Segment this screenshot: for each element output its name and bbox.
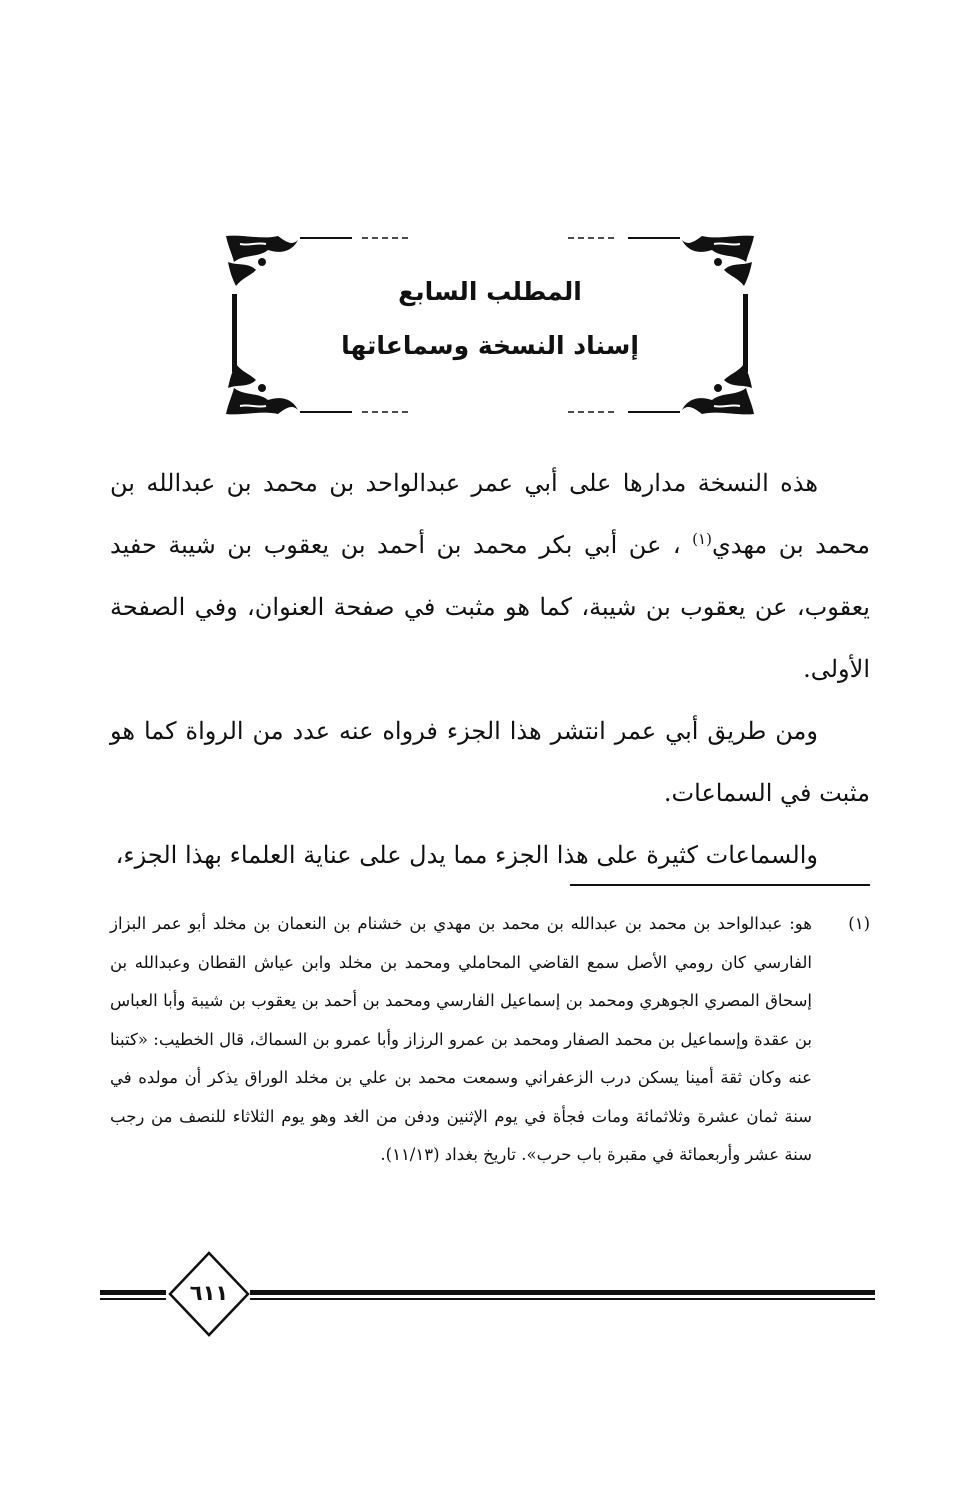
paragraph-1 bbox=[110, 452, 870, 700]
section-subtitle: إسناد النسخة وسماعاتها bbox=[341, 331, 639, 360]
footnote-text: هو: عبدالواحد بن محمد بن عبدالله بن محمد بن مهدي بن خشنام بن النعمان بن مخلد أبو عمر البزاز الفارسي كان رومي الأصل سمع القاضي المحاملي ومحمد بن مخلد وابن عياش القطان وعبدالله بن إسحاق المصري الجوهري ومحمد بن إسماعيل الفارسي ومحمد بن أحمد بن يعقوب بن شيبة وأبا العباس بن عقدة وإسماعيل بن محمد الصفار ومحمد بن عمرو الرزاز وأبا عمرو بن السماك، قال الخطيب: «كتبنا عنه وكان ثقة أمينا يسكن درب الزعفراني وسمعت محمد بن علي بن مخلد الوراق يذكر أن مولده في سنة ثمان عشرة وثلاثمائة ومات فجأة في يوم الإثنين ودفن من الغد وهو يوم الثلاثاء للنصف من رجب سنة عشر وأربعمائة في مقبرة باب حرب». تاريخ بغداد (١١/١٣). bbox=[110, 914, 812, 1164]
footnote-reference[interactable]: (١) bbox=[692, 530, 712, 548]
heading-box bbox=[282, 272, 698, 366]
page-number: ٦١١ bbox=[189, 1281, 229, 1305]
body-text bbox=[110, 452, 870, 886]
paragraph-2: ومن طريق أبي عمر انتشر هذا الجزء فرواه عنه عدد من الرواة كما هو مثبت في السماعات. bbox=[110, 717, 870, 807]
section-title: المطلب السابع bbox=[398, 277, 582, 306]
footnote bbox=[110, 905, 870, 1175]
paragraph-1-part-b: ، عن أبي بكر محمد بن أحمد بن يعقوب بن شيبة حفيد يعقوب، عن يعقوب بن شيبة، كما هو مثبت في صفحة العنوان، وفي الصفحة الأولى. bbox=[110, 531, 870, 683]
page-number-bar bbox=[100, 1250, 875, 1340]
footnote-number: (١) bbox=[848, 914, 870, 933]
footnote-separator bbox=[570, 884, 870, 886]
heading-frame bbox=[222, 232, 758, 418]
paragraph-3: والسماعات كثيرة على هذا الجزء مما يدل على عناية العلماء بهذا الجزء، bbox=[115, 841, 818, 869]
paragraph-1-part-a: هذه النسخة مدارها على أبي عمر عبدالواحد بن محمد بن عبدالله بن محمد بن مهدي bbox=[110, 469, 871, 559]
